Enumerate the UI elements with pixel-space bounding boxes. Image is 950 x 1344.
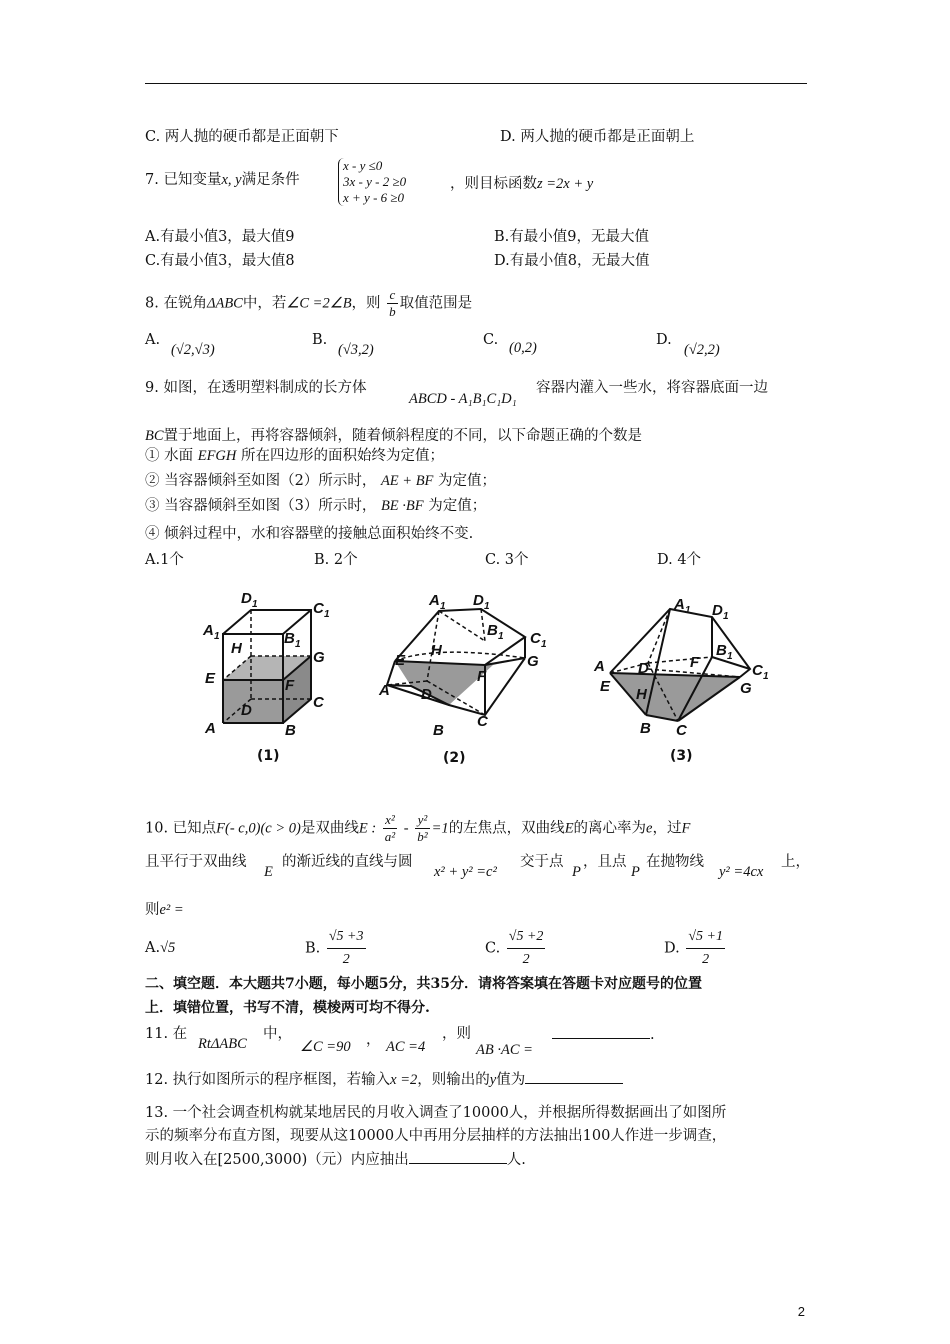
figure-3-caption: (3) — [670, 748, 693, 764]
svg-text:H: H — [431, 642, 442, 659]
q11-text-d: ，则 — [442, 1026, 471, 1042]
q7-target: ，则目标函数z =2x + y — [450, 176, 594, 192]
svg-text:B: B — [285, 722, 296, 739]
figure-1-caption: (1) — [257, 748, 280, 764]
svg-text:1: 1 — [723, 611, 729, 622]
q11-triangle: RtΔABC — [198, 1036, 247, 1052]
q11-angle: ∠C =90 — [300, 1039, 351, 1055]
svg-text:A: A — [594, 658, 605, 675]
q8-option-a-label: A. — [145, 332, 161, 348]
q10-stem-line1: 10. 已知点F(- c,0)(c > 0)是双曲线E : $\frac{\text{x²}}{\text{a²}}$ - $\frac{\text{y²}}{\text{b²}}$ =1的左焦点，双曲线E的离心率为e，过F — [145, 812, 691, 844]
q7-option-c: C.有最小值3，最大值8 — [145, 253, 295, 269]
svg-text:C: C — [313, 694, 324, 711]
q8-option-d: (√2,2) — [684, 342, 720, 358]
q10-option-d: D. $\frac{√5 +1}{2}$ — [664, 926, 727, 971]
svg-text:A: A — [429, 592, 440, 609]
q11-answer-blank[interactable] — [552, 1024, 650, 1039]
header-rule — [145, 83, 807, 84]
q9-option-b: B. 2个 — [314, 552, 358, 568]
svg-text:D: D — [473, 592, 484, 609]
section2-heading-line2: 上．填错位置，书写不清，模棱两可均不得分. — [145, 1000, 430, 1016]
svg-text:E: E — [205, 670, 216, 687]
q9-option-d: D. 4个 — [657, 552, 702, 568]
q8-stem: 8. 在锐角ΔABC中，若∠C =2∠B，则 $\frac{c}{b}$ 取值范围是 — [145, 287, 473, 319]
q10-stem-line2c: 交于点 — [520, 854, 564, 870]
svg-text:C: C — [477, 713, 488, 730]
q9-stem-line1: 9. 如图，在透明塑料制成的长方体 — [145, 380, 367, 396]
svg-text:F: F — [285, 677, 295, 694]
q11-text-c: ， — [366, 1032, 381, 1048]
svg-text:G: G — [740, 680, 752, 697]
q13-line1: 13. 一个社会调查机构就某地居民的月收入调查了10000人，并根据所得数据画出了如图所 — [145, 1105, 727, 1121]
q6-option-c: C. 两人抛的硬币都是正面朝下 — [145, 129, 339, 145]
q8-option-c: (0,2) — [509, 340, 537, 356]
svg-text:D: D — [712, 602, 723, 619]
figure-2-tilted-box — [375, 585, 560, 750]
svg-text:1: 1 — [685, 605, 691, 616]
figure-2-caption: (2) — [443, 750, 466, 766]
q11-text-b: 中， — [263, 1026, 292, 1042]
q13-line3: 则月收入在[2500,3000)（元）内应抽出 人. — [145, 1149, 526, 1170]
section2-heading-line1: 二、填空题．本大题共7小题，每小题5分，共35分．请将答案填在答题卡对应题号的位置 — [145, 976, 702, 992]
q10-stem-line2d: ，且点 — [583, 854, 627, 870]
svg-text:1: 1 — [498, 631, 504, 642]
q8-option-b-label: B. — [312, 332, 328, 348]
svg-text:B: B — [640, 720, 651, 737]
svg-text:A: A — [674, 596, 685, 613]
svg-text:A: A — [203, 622, 214, 639]
svg-text:C: C — [752, 662, 763, 679]
q11-ac: AC =4 — [386, 1039, 426, 1055]
svg-text:1: 1 — [727, 651, 733, 662]
q6-option-d: D. 两人抛的硬币都是正面朝上 — [500, 129, 695, 145]
figure-1-upright-box — [195, 585, 345, 745]
q11-answer: . — [552, 1024, 655, 1045]
q7-option-a: A.有最小值3，最大值9 — [145, 229, 295, 245]
q9-option-c: C. 3个 — [485, 552, 529, 568]
q12-answer-blank[interactable] — [525, 1069, 623, 1084]
q9-stem-line2: BC置于地面上，再将容器倾斜，随着倾斜程度的不同，以下命题正确的个数是 — [145, 428, 643, 444]
svg-text:E: E — [600, 678, 611, 695]
svg-text:1: 1 — [295, 639, 301, 650]
svg-text:C: C — [530, 630, 541, 647]
q7-stem: 7. 已知变量x, y满足条件 — [145, 172, 300, 188]
svg-text:D: D — [241, 590, 252, 607]
q10-p2: P — [631, 864, 640, 880]
svg-text:B: B — [716, 642, 727, 659]
q11-prefix: 11. 在 — [145, 1026, 188, 1042]
q7-option-d: D.有最小值8，无最大值 — [494, 253, 650, 269]
q10-option-c: C. $\frac{√5 +2}{2}$ — [485, 926, 547, 971]
q8-option-c-label: C. — [483, 332, 499, 348]
svg-text:C: C — [313, 600, 324, 617]
svg-text:1: 1 — [214, 631, 220, 642]
q8-option-d-label: D. — [656, 332, 672, 348]
svg-text:D: D — [421, 686, 432, 703]
svg-text:D: D — [241, 702, 252, 719]
svg-text:A: A — [379, 682, 390, 699]
svg-text:H: H — [636, 686, 647, 703]
q9-statement-2: ② 当容器倾斜至如图（2）所示时， AE + BF 为定值； — [145, 473, 497, 489]
q10-option-b: B. $\frac{√5 +3}{2}$ — [305, 926, 368, 971]
svg-text:1: 1 — [440, 601, 446, 612]
svg-text:G: G — [527, 653, 539, 670]
svg-text:B: B — [284, 630, 295, 647]
q12-stem: 12. 执行如图所示的程序框图，若输入x =2，则输出的y值为 — [145, 1069, 623, 1090]
svg-text:H: H — [231, 640, 242, 657]
q9-statement-4: ④ 倾斜过程中，水和容器壁的接触总面积始终不变. — [145, 526, 474, 542]
q10-circle: x² + y² =c² — [434, 864, 497, 880]
svg-text:C: C — [676, 722, 687, 739]
q9-statement-3: ③ 当容器倾斜至如图（3）所示时， BE ·BF 为定值； — [145, 498, 487, 514]
q8-option-b: (√3,2) — [338, 342, 374, 358]
q8-option-a: (√2,√3) — [171, 342, 215, 358]
fig1-water-front — [223, 680, 283, 723]
q10-e2: E — [264, 864, 273, 880]
q10-stem-line2b: 的渐近线的直线与圆 — [282, 854, 413, 870]
q9-statement-1: ① 水面 EFGH 所在四边形的面积始终为定值； — [145, 448, 444, 464]
q13-line2: 示的频率分布直方图，现要从这10000人中再用分层抽样的方法抽出100人作进一步调查， — [145, 1128, 727, 1144]
q10-stem-line2e: 在抛物线 — [646, 854, 704, 870]
svg-text:F: F — [690, 654, 700, 671]
svg-text:1: 1 — [324, 609, 330, 620]
page-number: 2 — [797, 1304, 805, 1319]
svg-text:1: 1 — [252, 599, 258, 610]
svg-text:B: B — [433, 722, 444, 739]
q10-stem-line2f: 上， — [781, 854, 810, 870]
q9-option-a: A.1个 — [145, 552, 184, 568]
fig2-water — [395, 658, 525, 705]
q10-p1: P — [572, 864, 581, 880]
svg-text:E: E — [395, 652, 406, 669]
svg-text:1: 1 — [484, 601, 490, 612]
svg-text:A: A — [205, 720, 216, 737]
figure-3-tilted-box — [590, 585, 775, 750]
q7-constraints: x - y ≤0 3x - y - 2 ≥0 x + y - 6 ≥0 — [338, 158, 406, 206]
q9-box-name: ABCD - A₁B₁C₁D₁ — [409, 391, 517, 407]
q13-answer-blank[interactable] — [409, 1149, 507, 1164]
q7-option-b: B.有最小值9，无最大值 — [494, 229, 649, 245]
q10-option-a: A.√5 — [145, 940, 176, 956]
svg-text:D: D — [638, 660, 649, 677]
q9-stem-line1b: 容器内灌入一些水，将容器底面一边 — [536, 380, 768, 396]
q10-parabola: y² =4cx — [719, 864, 764, 880]
q10-stem-line2: 且平行于双曲线 — [145, 854, 247, 870]
svg-text:1: 1 — [541, 639, 547, 650]
q10-stem-line3: 则e² = — [145, 902, 184, 918]
svg-text:G: G — [313, 649, 325, 666]
svg-text:1: 1 — [763, 671, 769, 682]
svg-text:F: F — [477, 668, 487, 685]
q11-dot-product: AB ·AC = — [476, 1042, 533, 1058]
svg-text:B: B — [487, 622, 498, 639]
